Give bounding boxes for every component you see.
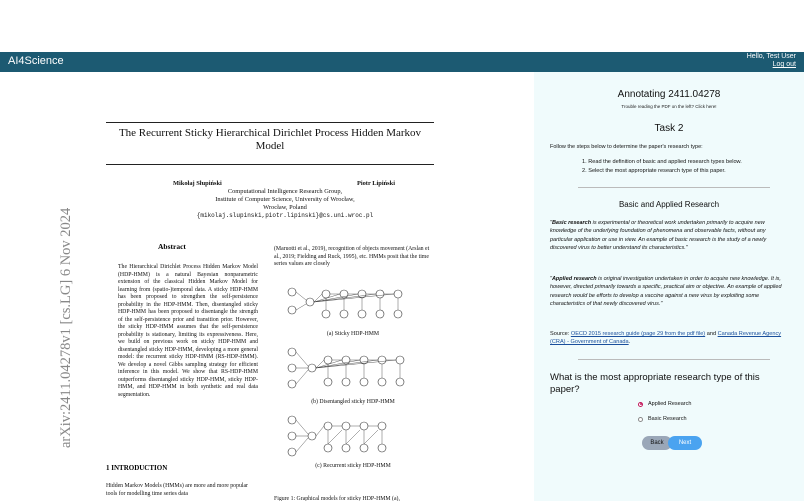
affiliation-line: Institute of Computer Science, University of Wrocław, [215,196,355,203]
author-2: Piotr Lipiński [356,180,395,187]
right-column-text: (Maruotti et al., 2019), recognition of objects movement (Arslan et al., 2019; Fielding and Ruck, 1995), etc. HMMs posit that the time series values are closely [274,246,430,267]
radio-applied-selected[interactable] [638,402,643,407]
trouble-link[interactable]: Trouble reading the PDF on the left? Click here! [621,104,717,109]
oecd-link[interactable]: OECD 2015 research guide (page 29 from the pdf file) [570,331,706,337]
step-1: 1. Read the definition of basic and applied research types below. [582,159,742,165]
basic-research-term: Basic research [551,220,592,226]
step-2: 2. Select the most appropriate research type of this paper. [582,168,726,174]
figure-caption-c: (c) Recurrent sticky HDP-HMM [315,463,391,469]
source-citation: Source: OECD 2015 research guide (page 29 from the pdf file) and Canada Revenue Agency (CRA) - Government of Canada. [550,331,782,346]
basic-research-definition: "Basic research is experimental or theoretical work undertaken primarily to acquire new knowledge of the underlying foundation of phenomena and observable facts, without any particular application or use in view. An example of basic research is the study of a newly discovered virus to better understand its characteristics." [550,220,767,252]
option-applied-research[interactable] [638,401,691,407]
paper-title: The Recurrent Sticky Hierarchical Dirichlet Process Hidden Markov Model [118,127,422,152]
task-steps [582,158,742,176]
authors-block [165,180,405,220]
intro-heading: 1 INTRODUCTION [106,464,168,472]
definitions-heading: Basic and Applied Research [618,200,720,209]
cra-link[interactable]: Canada Revenue Agency (CRA) - Government of Canada [550,331,782,346]
option-basic-research[interactable] [638,416,687,422]
task-instructions: Follow the steps below to determine the paper's research type: [550,144,703,150]
annotation-panel [534,72,804,501]
option-label: Basic Research [648,416,687,422]
option-label: Applied Research [648,401,692,407]
logout-link[interactable]: Log out [772,61,796,68]
back-button[interactable]: Back [642,436,672,450]
greeting: Hello, Test User [746,53,796,60]
abstract-text: The Hierarchical Dirichlet Process Hidden Markov Model (HDP-HMM) is a natural Bayesian nonparametric extension of the classical Hidden Markov Model for learning from (spatio-)temporal data. A sticky HDP-HMM has been proposed to strengthen the self-persistence probability in the HDP-HMM. Then, disentangled sticky HDP-HMM has been proposed to disentangle the strength of the self-persistence prior and transition prior. However, the sticky HDP-HMM assumes that the self-persistence probability is stationary, limiting its expressiveness. Here, we build on previous work on sticky HDP-HMM and disentangled sticky HDP-HMM, developing a more general model: the recurrent sticky HDP-HMM (RS-HDP-HMM). We develop a novel Gibbs sampling strategy for efficient inference in this model. We show that RS-HDP-HMM outperforms disentangled sticky HDP-HMM, sticky HDP-HMM, and HDP-HMM in both synthetic and real data segmentation. [118,264,258,398]
applied-research-term: Applied research [551,276,597,282]
figure-caption-a: (a) Sticky HDP-HMM [326,331,380,337]
author-emails: {mikolaj.slupinski,piotr.lipinski}@cs.uni.wroc.pl [196,212,374,219]
divider [578,187,770,188]
applied-research-definition: "Applied research is original investigation undertaken in order to acquire new knowledge. It is, however, directed primarily towards a specific, practical aim or objective. An example of applied research would be efforts to develop a vaccine against a new virus by exploiting some characteristics of that newly discovered virus." [550,276,782,308]
intro-text: Hidden Markov Models (HMMs) are more and more popular tools for modelling time series data [106,483,248,497]
annotating-title: Annotating 2411.04278 [617,89,721,100]
figure-caption: Figure 1: Graphical models for sticky HDP-HMM (a), [274,496,400,501]
divider [578,359,770,360]
figure-a-graph [282,280,432,330]
affiliation-line: Computational Intelligence Research Group, [227,188,343,195]
task-title: Task 2 [654,123,684,134]
figure-b-graph [282,344,432,398]
user-menu [747,53,796,69]
top-bar [0,52,804,72]
figure-caption-b: (b) Disentangled sticky HDP-HMM [311,399,395,405]
abstract-heading: Abstract [158,242,186,251]
next-button[interactable]: Next [668,436,702,450]
arxiv-watermark: arXiv:2411.04278v1 [cs.LG] 6 Nov 2024 [58,207,74,448]
pdf-viewer[interactable] [0,72,534,501]
title-rule-top [106,122,434,123]
affiliation-line: Wrocław, Poland [263,204,307,211]
radio-basic[interactable] [638,417,643,422]
figure-c-graph [282,412,432,462]
brand-logo[interactable]: AI4Science [8,55,64,67]
title-rule-bottom [106,164,434,165]
author-1: Mikołaj Słupiński [173,180,222,187]
research-type-question: What is the most appropriate research type of this paper? [550,372,760,395]
